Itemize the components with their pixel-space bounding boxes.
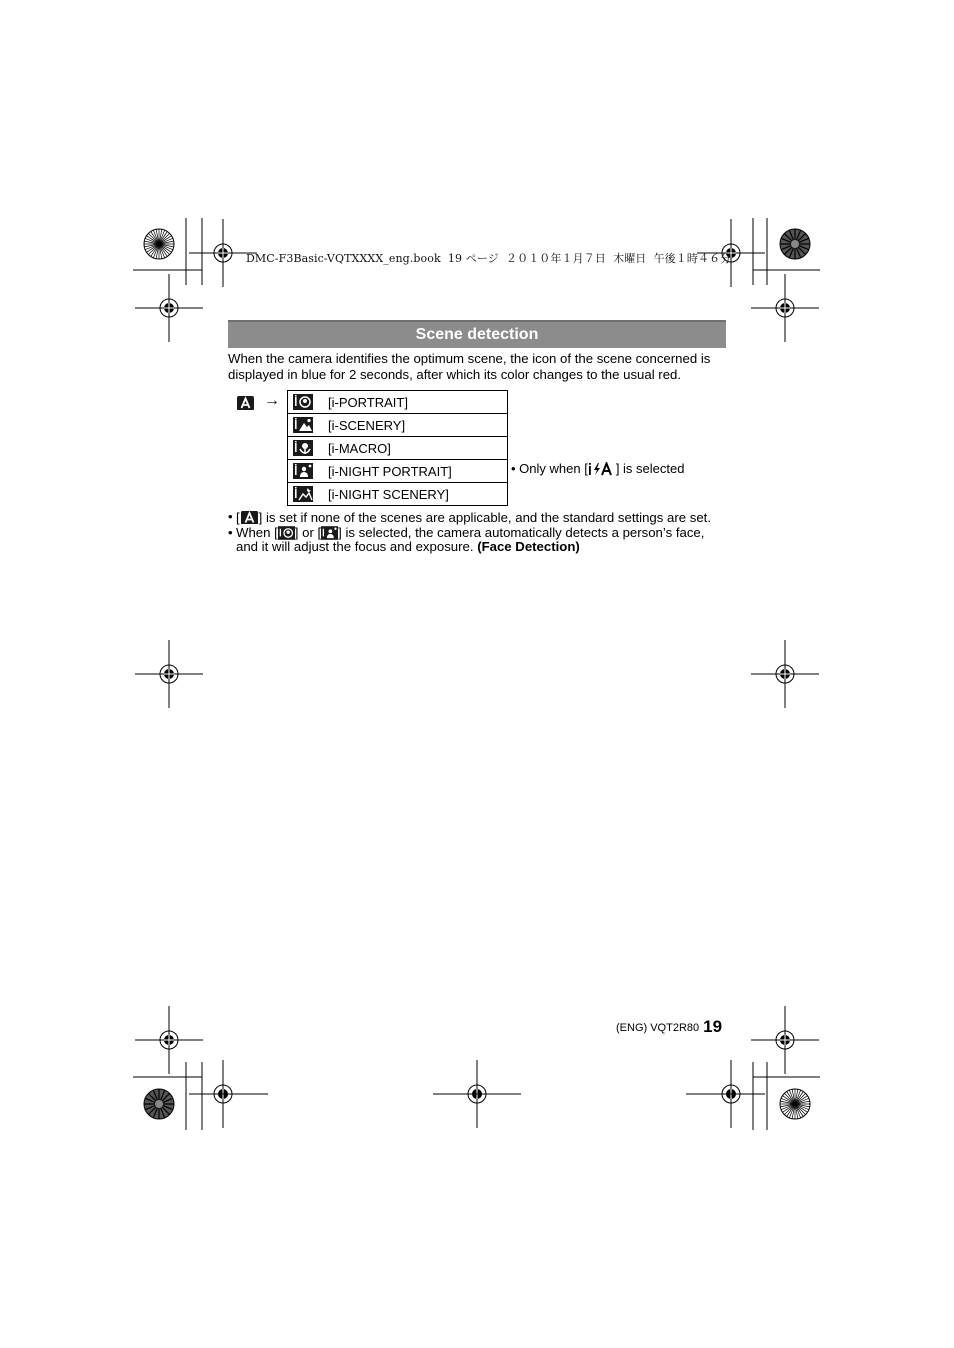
table-row <box>288 391 508 414</box>
i-portrait-icon <box>278 526 295 540</box>
intelligent-auto-icon <box>235 395 256 411</box>
page-footer <box>616 1017 722 1037</box>
document-code: (ENG) VQT2R80 <box>616 1022 700 1034</box>
page-number: 19 <box>703 1017 723 1036</box>
i-night-portrait-icon <box>321 526 338 540</box>
note-suffix: ] is selected <box>615 461 685 476</box>
i-night-portrait-icon <box>293 463 313 479</box>
list-item: • [ ] is set if none of the scenes are applicable, and the standard settings are set. <box>228 509 711 525</box>
scene-label: [i-MACRO] <box>318 437 508 460</box>
i-night-scenery-icon <box>293 486 313 502</box>
list-item: • When [ ] or [ ] is selected, the camera automatically detects a person’s face, and it will adjust the focus and exposure. (Face Detection) <box>228 524 705 554</box>
scene-label: [i-NIGHT PORTRAIT] <box>318 460 508 483</box>
arrow-icon: → <box>264 392 280 409</box>
table-row <box>288 437 508 460</box>
intelligent-auto-icon <box>240 510 259 525</box>
note-prefix: • Only when [ <box>511 461 588 476</box>
scene-label: [i-SCENERY] <box>318 414 508 437</box>
intelligent-auto-flash-icon <box>588 462 616 476</box>
i-macro-icon <box>293 440 313 456</box>
print-header-line: DMC-F3Basic-VQTXXXX_eng.book 19 ページ ２０１０年１月７日 木曜日 午後１時４６分 <box>246 252 732 265</box>
intro-paragraph: When the camera identifies the optimum scene, the icon of the scene concerned is displayed in blue for 2 seconds, after which its color changes to the usual red. <box>228 351 711 382</box>
night-scene-note <box>511 461 684 476</box>
scene-table <box>287 390 508 506</box>
notes-list <box>228 510 728 555</box>
scene-label: [i-NIGHT SCENERY] <box>318 483 508 506</box>
section-title: Scene detection <box>228 320 726 348</box>
table-row <box>288 483 508 506</box>
table-row <box>288 414 508 437</box>
i-portrait-icon <box>293 394 313 410</box>
face-detection-label: (Face Detection) <box>477 539 580 554</box>
i-scenery-icon <box>293 417 313 433</box>
table-row <box>288 460 508 483</box>
scene-label: [i-PORTRAIT] <box>318 391 508 414</box>
